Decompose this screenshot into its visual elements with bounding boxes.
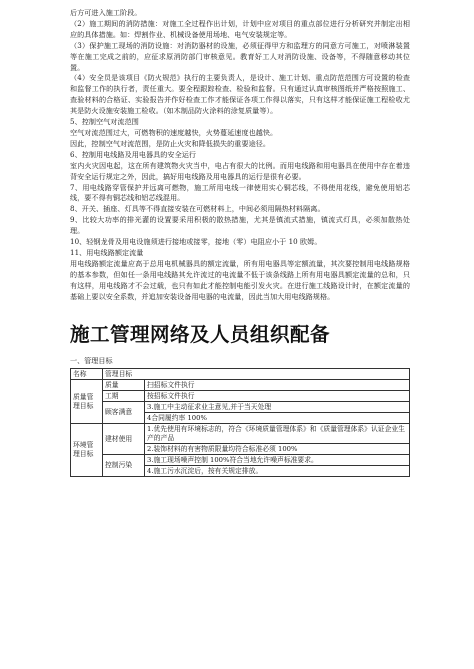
table-cell: 顾客满意 [103, 402, 145, 424]
management-goals-table [70, 368, 410, 477]
paragraph: 用电线路额定流量应高于总用电机械器具的额定流量，所有用电器具等定额流量，其次要控制用电线路规格的基本参数，但如任一条用电线路其允许流过的电流量不低于该条线路上所有用电器具额定流量的总和，只有这样，用电线路才不会过载，也只有如此才能控制电能引发火灾。在进行施工线路设计时，在额定流量的基础上要以安全系数，并追加安装设备用电器的电流量，因此当加大用电线路规格。 [70, 258, 410, 301]
table-header-row [71, 369, 410, 380]
table-cell: 4合同履约率 100% [145, 413, 410, 424]
paragraph: 8、开关、插座、灯具等不得直接安装在可燃材料上，中间必须用隔热材料隔离。 [70, 204, 325, 214]
paragraph: 9、比较大功率的排光灌的设置要采用积极的散热措施，尤其是镇流式措施，镇流式灯具，必须加散热处理。 [70, 215, 410, 236]
table-cell: 按招标文件执行 [145, 391, 410, 402]
paragraph: （4）安全员是该项目《防火规范》执行的主要负责人，是设计、施工计划、重点防范范围方可设置的检查和监督工作的执行者，责任重大。要全程跟踪检查、检验和监督。只有通过认真审核图纸并严格按照施工、查验材料的合格证、实验报告并作好检查工作才能保证各项工作得以落实，只有这样才能保证施工程检收尤其是防火设施安装施工检收。（如木制品防火涂料的涂复质量等）。 [70, 73, 410, 116]
paragraph: 因此，控制空气对流范围，是防止火灾和降低损失的重要途径。 [70, 138, 271, 148]
table-cell: 1.优先使用有环境标志的，符合《环境质量管理体系》和《质量管理体系》认证企业生产的产品 [145, 424, 410, 444]
paragraph: 室内火灾因电起，这在所有建筑物火灾当中，电占有很大的比例。而用电线路和用电器具在使用中存在着违背安全运行规定之外，因此，搞好用电线路及用电器具的运行是很有必要。 [70, 160, 410, 181]
subsection-label: 一、管理目标 [70, 356, 113, 366]
paragraph: 11、用电线路额定流量 [70, 247, 144, 257]
table-cell: 质量 [103, 380, 145, 391]
section-heading: 施工管理网络及人员组织配备 [70, 323, 331, 347]
paragraph: 5、控制空气对流范围 [70, 117, 139, 127]
paragraph: 后方可进入施工阶段。 [70, 8, 142, 17]
table-row [71, 391, 410, 402]
table-cell: 3.施工现场噪声控制 100%符合当地允许噪声标准要求。 [145, 455, 410, 466]
table-header-cell: 管理目标 [103, 369, 410, 380]
table-cell: 建材使用 [103, 424, 145, 455]
table-row [71, 402, 410, 413]
table-group-cell: 质量管理目标 [71, 380, 103, 424]
table-row [71, 380, 410, 391]
document-page [70, 8, 410, 477]
table-cell: 4.施工污水沉淀后，按有关规定排放。 [145, 466, 410, 477]
table-row [71, 424, 410, 444]
table-cell: 扫招标文件执行 [145, 380, 410, 391]
table-cell: 2.装饰材料的有害物质限量均符合标准必须 100% [145, 444, 410, 455]
table-cell: 3.施工中主动征求业主意见,并于当天处理 [145, 402, 410, 413]
table-cell: 工期 [103, 391, 145, 402]
paragraph: 10、轻钢龙骨及用电设施须进行接地或接零，接地（零）电阻应小于 10 欧姆。 [70, 237, 322, 247]
table-cell: 控制污染 [103, 455, 145, 477]
table-header-cell: 名称 [71, 369, 103, 380]
paragraph: 6、控制用电线路及用电器具的安全运行 [70, 149, 197, 159]
paragraph: 7、用电线路穿管保护并远离可燃物，施工所用电线一律使用实心铜芯线，不得使用花线，避免使用铝芯线，要不得有铜芯线和铝芯线混用。 [70, 182, 410, 203]
paragraph: （2）施工期间的消防措施：对施工全过程作出计划，计划中应对项目的重点部位进行分析研究并制定出相应的具体措施。如：焊割作业、机械设备使用场地、电气安装规定等。 [70, 18, 410, 39]
paragraph: （3）保护施工现场的消防设施：对消防器材的设施，必须征得甲方和监理方的同意方可施工，对喷淋装置等在施工完成之前的，应征求原消防部门审核意见。教育好工人对消防设施、设备等，不得随意移动其位置。 [70, 40, 410, 72]
table-row [71, 455, 410, 466]
table-group-cell: 环境管理目标 [71, 424, 103, 477]
paragraph: 空气对流范围过大，可燃物积的速度越快，火势蔓延速度也越快。 [70, 127, 278, 137]
